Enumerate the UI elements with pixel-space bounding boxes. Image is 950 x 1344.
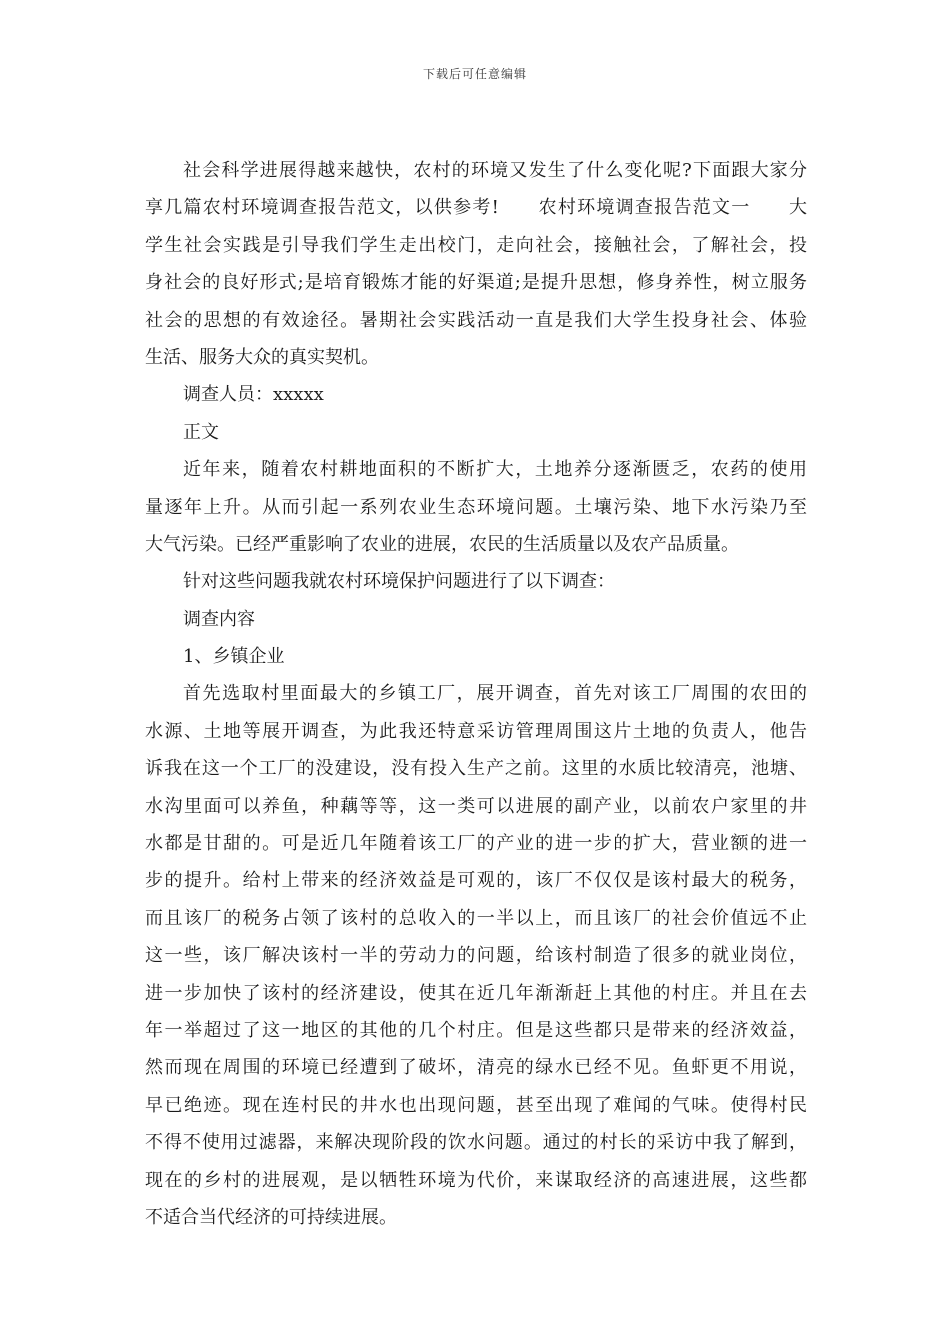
survey-intro-line (145, 567, 807, 604)
investigator-line (145, 380, 807, 417)
text-line: 步的提升。给村上带来的经济效益是可观的，该厂不仅仅是该村最大的税务， (145, 870, 807, 892)
text-line: 水都是甘甜的。可是近几年随着该工厂的产业的进一步的扩大，营业额的进一 (145, 833, 807, 855)
text-line: 1、乡镇企业 (183, 646, 285, 668)
text-line: 首先选取村里面最大的乡镇工厂，展开调查，首先对该工厂周围的农田的 (183, 683, 807, 705)
text-line: 而且该厂的税务占领了该村的总收入的一半以上，而且该厂的社会价值远不止 (145, 907, 807, 929)
text-line: 学生社会实践是引导我们学生走出校门，走向社会，接触社会，了解社会，投 (145, 234, 807, 256)
text-line: 调查内容 (183, 608, 255, 630)
text-line: 社会科学进展得越来越快，农村的环境又发生了什么变化呢?下面跟大家分 (183, 160, 807, 181)
text-line: 现在的乡村的进展观，是以牺牲环境为代价，来谋取经济的高速进展，这些都 (145, 1169, 807, 1191)
text-line: 社会的思想的有效途径。暑期社会实践活动一直是我们大学生投身社会、体验 (145, 309, 807, 331)
text-line: 水沟里面可以养鱼，种藕等等，这一类可以进展的副产业，以前农户家里的井 (145, 795, 807, 817)
text-line: 诉我在这一个工厂的没建设，没有投入生产之前。这里的水质比较清亮，池塘、 (145, 758, 807, 780)
document-body (145, 156, 807, 1240)
text-line: 享几篇农村环境调查报告范文，以供参考! 农村环境调查报告范文一 大 (145, 197, 807, 219)
text-line: 量逐年上升。从而引起一系列农业生态环境问题。土壤污染、地下水污染乃至 (145, 496, 807, 518)
text-line: 进一步加快了该村的经济建设，使其在近几年渐渐赶上其他的村庄。并且在去 (145, 982, 807, 1004)
text-line: 调查人员：xxxxx (183, 384, 324, 406)
township-enterprise-paragraph (145, 679, 807, 1240)
background-paragraph (145, 455, 807, 567)
text-line: 正文 (183, 421, 219, 443)
section-heading-content (145, 605, 807, 642)
text-line: 早已绝迹。现在连村民的井水也出现问题，甚至出现了难闻的气味。使得村民 (145, 1094, 807, 1116)
subsection-heading-1 (145, 642, 807, 679)
text-line: 年一举超过了这一地区的其他的几个村庄。但是这些都只是带来的经济效益， (145, 1019, 807, 1041)
text-line: 大气污染。已经严重影响了农业的进展，农民的生活质量以及农产品质量。 (145, 533, 739, 555)
text-line: 这一些，该厂解决该村一半的劳动力的问题，给该村制造了很多的就业岗位， (145, 945, 807, 967)
text-line: 不得不使用过滤器，来解决现阶段的饮水问题。通过的村长的采访中我了解到， (145, 1132, 807, 1154)
text-line: 不适合当代经济的可持续进展。 (145, 1206, 397, 1228)
text-line: 生活、服务大众的真实契机。 (145, 346, 379, 368)
text-line: 水源、土地等展开调查，为此我还特意采访管理周围这片土地的负责人，他告 (145, 720, 807, 742)
text-line: 身社会的良好形式;是培育锻炼才能的好渠道;是提升思想，修身养性，树立服务 (145, 272, 807, 294)
intro-paragraph (145, 156, 807, 380)
section-heading-body (145, 418, 807, 455)
text-line: 然而现在周围的环境已经遭到了破坏，清亮的绿水已经不见。鱼虾更不用说， (145, 1057, 807, 1079)
page-header: 下载后可任意编辑 (422, 67, 527, 81)
text-line: 针对这些问题我就农村环境保护问题进行了以下调查： (183, 571, 615, 593)
text-line: 近年来，随着农村耕地面积的不断扩大，土地养分逐渐匮乏，农药的使用 (183, 459, 807, 481)
